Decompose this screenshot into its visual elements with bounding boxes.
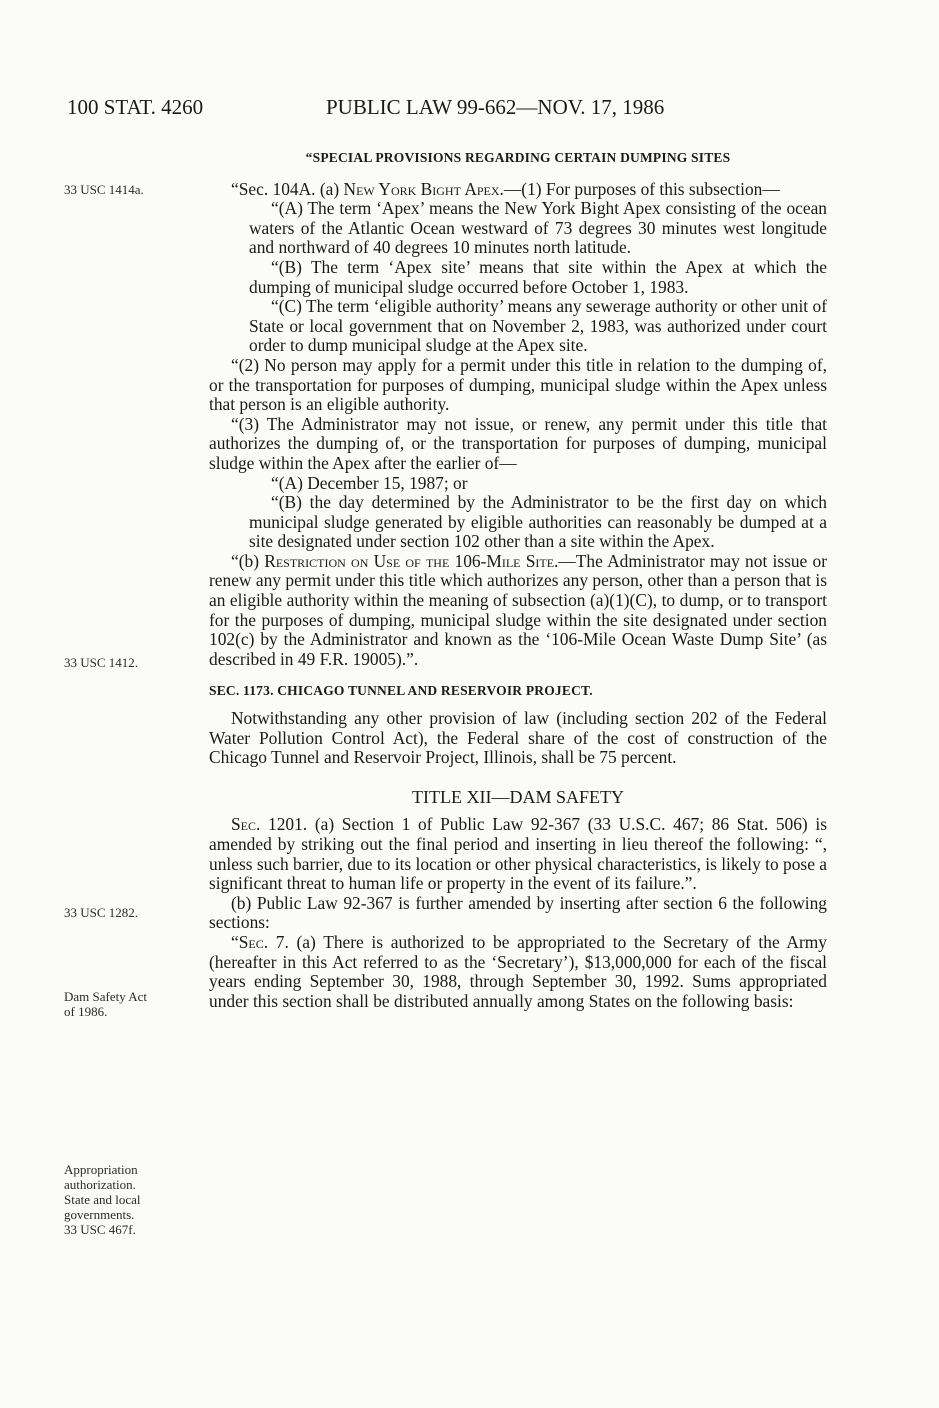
margin-note-line: authorization. [64, 1177, 136, 1192]
section-1173-text: Notwithstanding any other provision of law (including section 202 of the Federal Water Pollution Control Act), the Federal share of the cost of construction of the Chicago Tunnel and Reservoir Project, Illinois, shall be 75 percent. [209, 708, 827, 768]
margin-note-line: Dam Safety Act [64, 989, 148, 1004]
section-text: —(1) For purposes of this subsection— [503, 178, 780, 199]
section-number: Sec. 1201. [231, 814, 308, 835]
section-1201-a [209, 815, 827, 893]
paragraph-2: “(2) No person may apply for a permit under this title in relation to the dumping of, or the transportation for purposes of dumping, municipal sludge within the Apex unless that person is an eligible authority. [209, 354, 827, 415]
title-heading: TITLE XII—DAM SAFETY [412, 786, 624, 807]
definition-c: “(C) The term ‘eligible authority’ means any sewerage authority or other unit of State or local government that on November 2, 1983, was authorized under court order to dump municipal sludge at the Apex site. [249, 296, 827, 356]
section-text: (a) Section 1 of Public Law 92-367 (33 U.S.C. 467; 86 Stat. 506) is amended by striking out the final period and inserting in lieu thereof the following: “, unless such barrier, due to its location or other physical characteristics, is likely to pose a significant threat to human life or property in the event of its failure.”. [209, 814, 827, 894]
margin-note-line: State and local [64, 1192, 141, 1207]
definition-b: “(B) The term ‘Apex site’ means that site within the Apex at which the dumping of municipal sludge occurred before October 1, 1983. [249, 256, 827, 297]
subsection-caption: Restriction on Use of the 106-Mile Site. [264, 550, 559, 571]
definitions-block [249, 199, 827, 356]
statute-body [209, 148, 827, 1011]
paragraph-3-items [249, 474, 827, 552]
definition-a: “(A) The term ‘Apex’ means the New York Bight Apex consisting of the ocean waters of the Atlantic Ocean westward of 73 degrees 30 minutes west longitude and northward of 40 degrees 10 minutes north latitude. [249, 198, 827, 258]
margin-note-line: of 1986. [64, 1004, 108, 1019]
paragraph-3-item-b: “(B) the day determined by the Administrator to be the first day on which municipal sludge generated by eligible authorities can reasonably be dumped at a site designated under section 102 other than a site within the Apex. [249, 492, 827, 552]
page-citation: 100 STAT. 4260 [67, 95, 204, 119]
margin-note-dam-safety-act [64, 989, 194, 1019]
margin-note-appropriation [64, 1162, 194, 1237]
margin-note-line: Appropriation [64, 1162, 138, 1177]
section-104a-text [209, 180, 827, 200]
section-heading-1173: SEC. 1173. CHICAGO TUNNEL AND RESERVOIR PROJECT. [209, 683, 593, 699]
margin-note-line: governments. [64, 1207, 135, 1222]
subsection-number: “(b) [231, 550, 265, 571]
margin-note-usc-1412: 33 USC 1412. [64, 655, 139, 670]
section-heading-dumping-sites: “SPECIAL PROVISIONS REGARDING CERTAIN DUMPING SITES [305, 150, 731, 165]
section-number: “Sec. 7. [231, 931, 289, 952]
section-1201-b: (b) Public Law 92-367 is further amended by inserting after section 6 the following sections: [209, 892, 827, 933]
section-text: (a) There is authorized to be appropriated to the Secretary of the Army (hereafter in this Act referred to as the ‘Secretary’), $13,000,000 for each of the fiscal years ending September 30, 1988, through September 30, 1992. Sums appropriated under this section shall be distributed annually among States on the following basis: [209, 931, 827, 1011]
margin-note-line: 33 USC 467f. [64, 1222, 136, 1237]
paragraph-3: “(3) The Administrator may not issue, or renew, any permit under this title that authorizes the dumping of, or the transportation for purposes of dumping, municipal sludge within the Apex after the earlier of— [209, 413, 827, 473]
section-7-text [209, 933, 827, 1011]
subsection-caption: New York Bight Apex. [343, 178, 504, 199]
margin-note-usc-1414a: 33 USC 1414a. [64, 182, 144, 197]
running-head: PUBLIC LAW 99-662—NOV. 17, 1986 [326, 95, 665, 119]
subsection-text: —The Administrator may not issue or renew any permit under this title which authorizes any person, other than a person that is an eligible authority within the meaning of subsection (a)(1)(C), to dump, or to transport for the purposes of dumping, municipal sludge within the site designated under section 102(c) by the Administrator and known as the ‘106-Mile Ocean Waste Dump Site’ (as described in 49 F.R. 19005).”. [209, 550, 827, 669]
paragraph-3-item-a: “(A) December 15, 1987; or [271, 472, 468, 493]
margin-note-usc-1282: 33 USC 1282. [64, 905, 139, 920]
section-number: “Sec. 104A. (a) [231, 178, 344, 199]
subsection-b [209, 552, 827, 670]
